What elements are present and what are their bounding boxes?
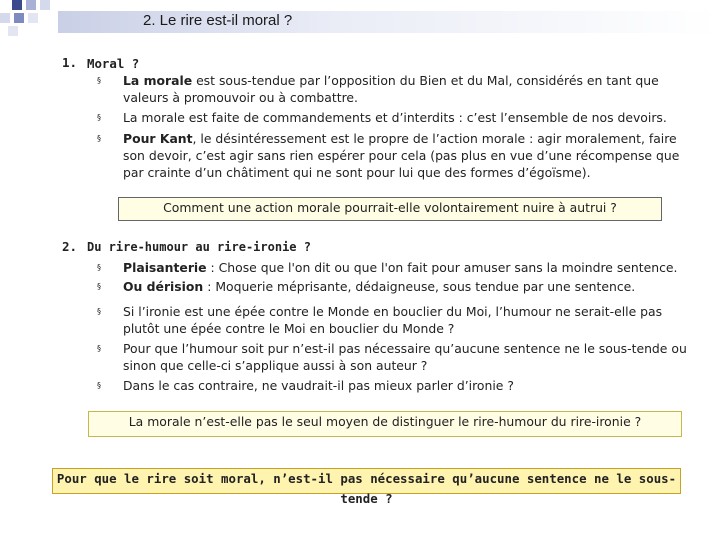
bullet-icon: § (97, 307, 101, 316)
decorative-squares (0, 0, 56, 44)
section2-question-box: La morale n’est-elle pas le seul moyen de distinguer le rire-humour du rire-ironie ? (88, 411, 682, 437)
section1-number: 1. (62, 55, 78, 70)
s2-definition2: Ou dérision : Moquerie méprisante, dédaigneuse, sous tendue par une sentence. (123, 279, 636, 294)
bullet-icon: § (97, 282, 101, 291)
s1-bullet3-line1: Pour Kant, le désintéressement est le propre de l’action morale : agir moralement, faire (123, 131, 677, 146)
s1-bullet3-line3: par crainte d’un châtiment qui ne sont pour lui que des formes d’égoïsme). (123, 165, 591, 180)
s2-bullet1-line2: plutôt une épée contre le Moi en bouclier du Monde ? (123, 321, 455, 336)
section1-heading: Moral ? (87, 56, 140, 71)
s2-bullet2-line1: Pour que l’humour soit pur n’est-il pas nécessaire qu’aucune sentence ne le sous-tende ou (123, 341, 687, 356)
bullet-icon: § (97, 344, 101, 353)
bullet-icon: § (97, 381, 101, 390)
s2-bullet2-line2: sinon que celle-ci s’applique aussi à son auteur ? (123, 358, 428, 373)
s2-definition1: Plaisanterie : Chose que l'on dit ou que l'on fait pour amuser sans la moindre sentence. (123, 260, 678, 275)
s2-bullet3-line1: Dans le cas contraire, ne vaudrait-il pas mieux parler d’ironie ? (123, 378, 514, 393)
bullet-icon: § (97, 76, 101, 85)
s1-bullet2-line1: La morale est faite de commandements et d’interdits : c’est l’ensemble de nos devoirs. (123, 110, 667, 125)
bullet-icon: § (97, 134, 101, 143)
page-title: 2. Le rire est-il moral ? (143, 12, 293, 29)
s1-bullet1-line1: La morale est sous-tendue par l’opposition du Bien et du Mal, considérés en tant que (123, 73, 659, 88)
s2-bullet1-line1: Si l’ironie est une épée contre le Monde en bouclier du Moi, l’humour ne serait-elle pas (123, 304, 663, 319)
s1-bullet3-line2: son devoir, c’est agir sans rien espérer pour cela (pas plus en vue d’une récompense que (123, 148, 680, 163)
section2-heading: Du rire-humour au rire-ironie ? (87, 240, 311, 254)
bullet-icon: § (97, 113, 101, 122)
conclusion-box: Pour que le rire soit moral, n’est-il pas nécessaire qu’aucune sentence ne le sous-tende ? (52, 468, 681, 494)
section1-question-box: Comment une action morale pourrait-elle volontairement nuire à autrui ? (118, 197, 662, 221)
bullet-icon: § (97, 263, 101, 272)
s1-bullet1-line2: valeurs à promouvoir ou à combattre. (123, 90, 358, 105)
section2-number: 2. (62, 239, 78, 254)
